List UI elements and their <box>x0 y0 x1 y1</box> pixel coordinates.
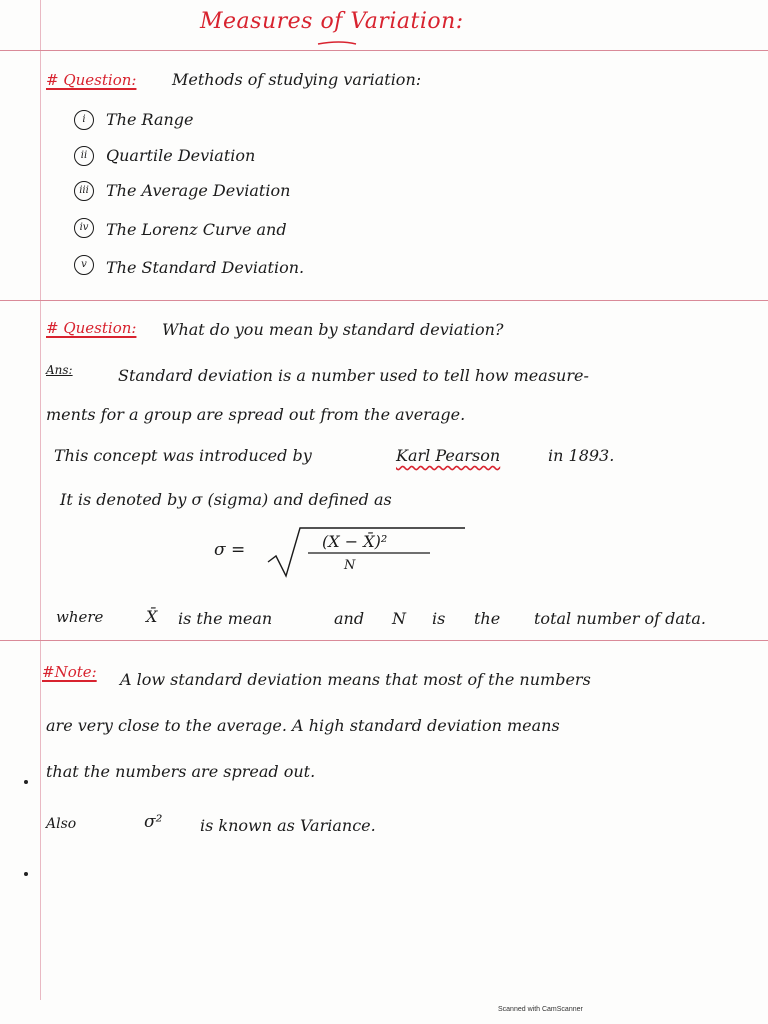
method-item-1: The Range <box>106 110 194 129</box>
page-title: Measures of Variation: <box>200 9 464 34</box>
method-item-4: The Lorenz Curve and <box>106 220 287 239</box>
item-number-5: v <box>74 255 94 275</box>
sigma-squared: σ² <box>144 812 163 832</box>
scanner-watermark: Scanned with CamScanner <box>498 1006 583 1013</box>
is-the-mean: is the mean <box>178 609 273 628</box>
note-line-2: are very close to the average. A high standard deviation means <box>46 716 560 735</box>
method-item-2: Quartile Deviation <box>106 146 256 165</box>
x-bar-symbol: X̄ <box>146 607 158 626</box>
answer-line-1: Standard deviation is a number used to tell how measure- <box>118 366 589 385</box>
where-word: where <box>56 608 104 626</box>
the-word: the <box>474 609 501 628</box>
answer-line-2: ments for a group are spread out from the average. <box>46 405 466 424</box>
is-word: is <box>432 609 446 628</box>
item-number-3: iii <box>74 181 94 201</box>
question-tag-1: # Question: <box>46 71 137 89</box>
question-tag-2: # Question: <box>46 319 137 337</box>
item-number-4: iv <box>74 218 94 238</box>
answer-line-3: This concept was introduced by <box>54 446 312 465</box>
total-number-of-data: total number of data. <box>534 609 706 628</box>
note-line-3: that the numbers are spread out. <box>46 762 316 781</box>
item-number-1: i <box>74 110 94 130</box>
answer-line-4: It is denoted by σ (sigma) and defined as <box>60 490 392 509</box>
year-text: in 1893. <box>548 446 615 465</box>
variance-text: is known as Variance. <box>200 816 376 835</box>
formula-denominator: N <box>344 558 356 573</box>
question-text-1: Methods of studying variation: <box>172 70 422 89</box>
binder-dot-2 <box>24 872 28 876</box>
n-symbol: N <box>392 609 406 628</box>
method-item-5: The Standard Deviation. <box>106 258 305 277</box>
method-item-3: The Average Deviation <box>106 181 291 200</box>
question-text-2: What do you mean by standard deviation? <box>162 320 504 339</box>
formula-lhs: σ = <box>214 540 246 560</box>
item-number-2: ii <box>74 146 94 166</box>
answer-tag: Ans: <box>46 363 73 377</box>
karl-pearson: Karl Pearson <box>396 446 501 465</box>
also-label: Also <box>46 816 77 832</box>
formula-numerator: (X − X̄)² <box>322 532 388 551</box>
note-line-1: A low standard deviation means that most of the numbers <box>120 670 591 689</box>
note-tag: #Note: <box>42 663 97 681</box>
and-word: and <box>334 609 365 628</box>
binder-dot-1 <box>24 780 28 784</box>
